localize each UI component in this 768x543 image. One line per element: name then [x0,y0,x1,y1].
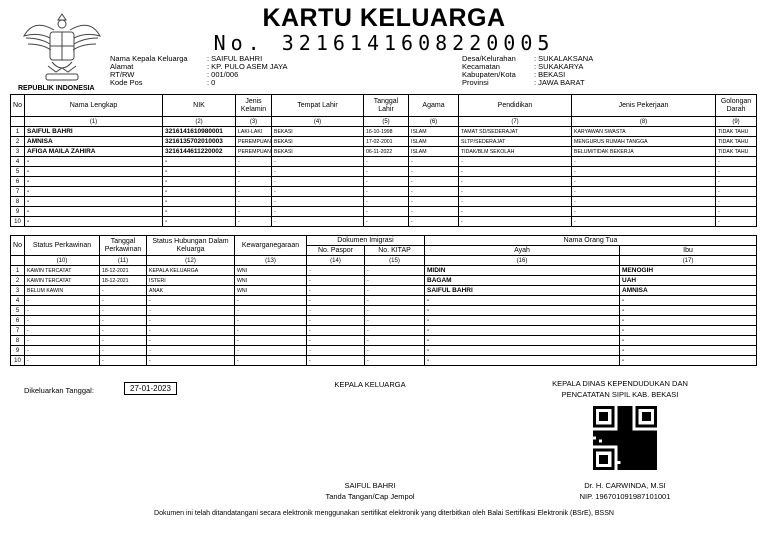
table-cell-hub: ISTERI [147,276,235,286]
table-cell-goldar: TIDAK TAHU [716,137,757,147]
table-cell-nik: 3216144611220002 [163,147,236,157]
table-cell-jk: PEREMPUAN [236,147,272,157]
table-cell-nik: - [163,207,236,217]
info-label: Kabupaten/Kota [462,70,516,79]
table-cell-nama: - [25,157,163,167]
column-header: Status Hubungan Dalam Keluarga [147,236,235,256]
table-cell-no: 2 [11,137,25,147]
column-index: (11) [100,256,147,266]
column-header: Nama Orang Tua [425,236,757,246]
table-cell-agama: - [409,197,459,207]
table-cell-pekerjaan: BELUM/TIDAK BEKERJA [572,147,716,157]
info-row [462,79,593,87]
table-cell-pendidikan: - [459,197,572,207]
table-cell-ayah: - [425,306,620,316]
table-cell-no: 7 [11,187,25,197]
table-cell-no: 10 [11,356,25,366]
column-header: Tempat Lahir [272,95,364,117]
table-cell-no: 1 [11,266,25,276]
column-header: Ibu [620,246,757,256]
table-cell-tgl: 18-12-2021 [100,276,147,286]
table-row [11,326,757,336]
table-cell-pendidikan: - [459,157,572,167]
table-cell-pendidikan: - [459,187,572,197]
issued-date-value: 27-01-2023 [124,382,177,395]
table-row [11,286,757,296]
table-cell-goldar: - [716,157,757,167]
table-cell-goldar: - [716,197,757,207]
table-cell-hub: ANAK [147,286,235,296]
table-cell-tempat: - [272,217,364,227]
dinas-signer: Dr. H. CARWINDA, M.SI [584,481,666,490]
table-cell-wn: WNI [235,266,307,276]
table-cell-no: 10 [11,217,25,227]
info-row [110,79,287,87]
table-cell-tempat: BEKASI [272,137,364,147]
dinas-title-line1: KEPALA DINAS KEPENDUDUKAN DAN [552,379,688,388]
table-cell-wn: - [235,296,307,306]
table-cell-paspor: - [307,296,365,306]
table-cell-tgl: 06-11-2022 [364,147,409,157]
dinas-title-line2: PENCATATAN SIPIL KAB. BEKASI [561,390,679,399]
table-cell-tgl: - [100,356,147,366]
table-cell-jk: - [236,197,272,207]
table-cell-agama: ISLAM [409,147,459,157]
table-row [11,157,757,167]
qr-code-icon [593,406,657,470]
table-row [11,217,757,227]
table-cell-ayah: - [425,316,620,326]
table-cell-no: 5 [11,167,25,177]
table-cell-jk: - [236,177,272,187]
table-cell-paspor: - [307,326,365,336]
table-cell-hub: - [147,356,235,366]
table-cell-tempat: - [272,157,364,167]
table-row [11,356,757,366]
column-header: Jenis Pekerjaan [572,95,716,117]
column-index: (8) [572,117,716,127]
info-value: : SUKALAKSANA [534,54,594,63]
column-header: No. Paspor [307,246,365,256]
info-label: Nama Kepala Keluarga [110,54,188,63]
emblem-caption: REPUBLIK INDONESIA [18,85,95,92]
table-header-row [11,95,757,117]
column-header: Jenis Kelamin [236,95,272,117]
table-cell-status: - [25,316,100,326]
table-cell-goldar: - [716,167,757,177]
table-cell-kitap: - [365,266,425,276]
table-cell-ibu: - [620,296,757,306]
table-cell-status: - [25,336,100,346]
column-header: Nama Lengkap [25,95,163,117]
table-cell-tgl: - [100,286,147,296]
table-cell-wn: - [235,356,307,366]
table-cell-tgl: - [100,326,147,336]
table-cell-ayah: - [425,356,620,366]
table-cell-nik: - [163,197,236,207]
table-cell-ayah: - [425,326,620,336]
table-cell-no: 7 [11,326,25,336]
table-cell-tgl: - [364,197,409,207]
table-cell-no: 2 [11,276,25,286]
info-label: Kecamatan [462,62,500,71]
table-cell-pendidikan: SLTP/SEDERAJAT [459,137,572,147]
table-cell-kitap: - [365,306,425,316]
table-cell-kitap: - [365,316,425,326]
column-index: (17) [620,256,757,266]
table-cell-nik: - [163,157,236,167]
table-cell-pendidikan: - [459,167,572,177]
table-cell-nik: 3216135702010003 [163,137,236,147]
column-index: (4) [272,117,364,127]
column-header: No [11,95,25,117]
column-header: Golongan Darah [716,95,757,117]
table-cell-paspor: - [307,316,365,326]
table-cell-nik: - [163,177,236,187]
table-cell-status: - [25,346,100,356]
table-cell-no: 1 [11,127,25,137]
info-value: : 001/006 [207,70,239,79]
table-cell-nama: - [25,207,163,217]
column-index: (16) [425,256,620,266]
column-header: Ayah [425,246,620,256]
table-cell-paspor: - [307,266,365,276]
table-row [11,296,757,306]
table-row [11,177,757,187]
kk-number: No. 3216141608220005 [213,31,555,55]
table-cell-tempat: - [272,167,364,177]
table-cell-goldar: TIDAK TAHU [716,127,757,137]
column-header: No [11,236,25,256]
table-cell-tgl: - [100,306,147,316]
column-index [11,256,25,266]
table-cell-paspor: - [307,346,365,356]
table-cell-nama: - [25,197,163,207]
table-cell-agama: ISLAM [409,137,459,147]
table-cell-no: 8 [11,336,25,346]
info-value: : 0 [207,78,216,87]
table-cell-tgl: - [364,207,409,217]
table-row [11,187,757,197]
table-cell-hub: - [147,326,235,336]
table-cell-status: - [25,356,100,366]
table-cell-agama: - [409,177,459,187]
column-index: (10) [25,256,100,266]
table-row [11,137,757,147]
table-cell-tempat: - [272,207,364,217]
column-header: Agama [409,95,459,117]
column-index-row [11,256,757,266]
table-cell-hub: - [147,336,235,346]
table-cell-tempat: BEKASI [272,127,364,137]
table-cell-pendidikan: TIDAK/BLM SEKOLAH [459,147,572,157]
table-cell-no: 9 [11,346,25,356]
info-label: Provinsi [462,78,489,87]
table-cell-jk: - [236,187,272,197]
table-cell-status: - [25,306,100,316]
info-row [110,63,287,71]
table-cell-jk: - [236,217,272,227]
table-cell-no: 4 [11,296,25,306]
table-row [11,167,757,177]
table-cell-kitap: - [365,326,425,336]
table-cell-nama: - [25,217,163,227]
table-header-row [11,236,757,246]
table-cell-nik: - [163,217,236,227]
table-cell-kitap: - [365,356,425,366]
table-cell-nama: AMNISA [25,137,163,147]
table-cell-kitap: - [365,336,425,346]
table-cell-ayah: - [425,296,620,306]
table-cell-no: 6 [11,177,25,187]
info-value: : BEKASI [534,70,566,79]
table-cell-pekerjaan: - [572,167,716,177]
table-cell-agama: - [409,157,459,167]
table-cell-tgl: - [364,187,409,197]
table-cell-paspor: - [307,286,365,296]
table-cell-goldar: - [716,187,757,197]
table-cell-ibu: UAH [620,276,757,286]
table-cell-no: 3 [11,147,25,157]
info-value: : SUKAKARYA [534,62,584,71]
table-cell-nama: AFIGA MAILA ZAHIRA [25,147,163,157]
table-cell-ibu: - [620,316,757,326]
column-header: NIK [163,95,236,117]
table-row [11,147,757,157]
table-cell-wn: - [235,316,307,326]
table-cell-tgl: 17-02-2001 [364,137,409,147]
column-index-row [11,117,757,127]
table-cell-hub: - [147,296,235,306]
table-cell-agama: - [409,207,459,217]
table-cell-pekerjaan: - [572,217,716,227]
table-cell-tgl: - [100,346,147,356]
table-cell-ayah: - [425,346,620,356]
table-cell-status: KAWIN TERCATAT [25,276,100,286]
table-cell-status: - [25,326,100,336]
table-cell-paspor: - [307,356,365,366]
table-row [11,316,757,326]
table-cell-tgl: - [364,157,409,167]
table-cell-wn: WNI [235,286,307,296]
column-index: (5) [364,117,409,127]
table-cell-pendidikan: - [459,177,572,187]
table-cell-pekerjaan: MENGURUS RUMAH TANGGA [572,137,716,147]
table-cell-tempat: - [272,187,364,197]
table-row [11,266,757,276]
table-cell-paspor: - [307,336,365,346]
table-cell-wn: - [235,326,307,336]
table-row [11,207,757,217]
info-label: RT/RW [110,70,135,79]
table-cell-no: 8 [11,197,25,207]
table-cell-kitap: - [365,286,425,296]
table-cell-tgl: - [100,336,147,346]
column-index: (12) [147,256,235,266]
table-cell-tgl: - [100,296,147,306]
family-head-info [110,55,287,87]
table-cell-tgl: - [100,316,147,326]
column-index: (2) [163,117,236,127]
table-cell-nama: - [25,177,163,187]
table-cell-pekerjaan: - [572,187,716,197]
table-cell-nik: - [163,167,236,177]
table-row [11,336,757,346]
table-cell-agama: - [409,167,459,177]
info-label: Kode Pos [110,78,143,87]
column-header: Pendidikan [459,95,572,117]
table-cell-ibu: - [620,356,757,366]
table-cell-wn: WNI [235,276,307,286]
table-row [11,197,757,207]
table-cell-pekerjaan: - [572,197,716,207]
table-cell-agama: - [409,187,459,197]
column-index: (14) [307,256,365,266]
issued-date-label: Dikeluarkan Tanggal: [24,386,94,395]
table-cell-ibu: - [620,346,757,356]
column-index: (1) [25,117,163,127]
table-cell-pekerjaan: KARYAWAN SWASTA [572,127,716,137]
family-head-signer: SAIFUL BAHRI [344,481,396,490]
family-head-sign-title: KEPALA KELUARGA [334,380,406,389]
info-value: : JAWA BARAT [534,78,585,87]
table-cell-status: - [25,296,100,306]
table-cell-wn: - [235,336,307,346]
table-cell-goldar: - [716,217,757,227]
table-cell-pendidikan: - [459,207,572,217]
e-signature-disclaimer: Dokumen ini telah ditandatangani secara elektronik menggunakan sertifikat elektronik yang diterbitkan oleh Balai Sertifikasi Elektronik (BSrE), BSSN [154,510,614,517]
info-label: Alamat [110,62,134,71]
info-value: : SAIFUL BAHRI [207,54,263,63]
table-cell-nik: - [163,187,236,197]
info-label: Desa/Kelurahan [462,54,516,63]
table-cell-no: 9 [11,207,25,217]
table-cell-nama: - [25,167,163,177]
table-cell-goldar: - [716,207,757,217]
table-row [11,127,757,137]
column-index: (6) [409,117,459,127]
table-cell-status: BELUM KAWIN [25,286,100,296]
table-cell-nama: - [25,187,163,197]
table-cell-kitap: - [365,276,425,286]
column-header: Tanggal Lahir [364,95,409,117]
table-cell-ibu: MENOGIH [620,266,757,276]
table-cell-hub: - [147,346,235,356]
table-cell-ayah: BAGAM [425,276,620,286]
column-index: (15) [365,256,425,266]
table-cell-goldar: - [716,177,757,187]
table-cell-jk: - [236,167,272,177]
table-cell-goldar: TIDAK TAHU [716,147,757,157]
table-cell-paspor: - [307,276,365,286]
table-cell-nik: 3216141610980001 [163,127,236,137]
table-cell-jk: - [236,157,272,167]
region-info [462,55,593,87]
column-index: (7) [459,117,572,127]
table-cell-nama: SAIFUL BAHRI [25,127,163,137]
table-cell-ibu: - [620,336,757,346]
civil-status-table [10,235,757,366]
column-index: (9) [716,117,757,127]
table-cell-jk: PEREMPUAN [236,137,272,147]
table-cell-tempat: - [272,197,364,207]
table-row [11,306,757,316]
table-cell-hub: - [147,306,235,316]
column-index: (13) [235,256,307,266]
table-cell-pekerjaan: - [572,157,716,167]
dinas-nip: NIP. 196701091987101001 [579,492,671,501]
table-cell-ayah: MIDIN [425,266,620,276]
table-cell-agama: - [409,217,459,227]
column-index [11,117,25,127]
table-cell-tempat: BEKASI [272,147,364,157]
table-cell-jk: - [236,207,272,217]
table-cell-no: 3 [11,286,25,296]
table-cell-no: 6 [11,316,25,326]
table-cell-tgl: 16-10-1998 [364,127,409,137]
table-cell-ibu: - [620,326,757,336]
table-cell-ayah: - [425,336,620,346]
table-cell-paspor: - [307,306,365,316]
table-cell-pendidikan: TAMAT SD/SEDERAJAT [459,127,572,137]
column-header: Kewarganegaraan [235,236,307,256]
table-cell-pekerjaan: - [572,177,716,187]
table-cell-kitap: - [365,296,425,306]
info-value: : KP. PULO ASEM JAYA [207,62,288,71]
family-members-table [10,94,757,227]
table-cell-hub: - [147,316,235,326]
table-row [11,276,757,286]
table-cell-tgl: - [364,217,409,227]
table-cell-status: KAWIN TERCATAT [25,266,100,276]
column-header: No. KITAP [365,246,425,256]
table-cell-no: 5 [11,306,25,316]
table-cell-tgl: - [364,167,409,177]
table-row [11,346,757,356]
table-cell-pendidikan: - [459,217,572,227]
table-cell-ibu: - [620,306,757,316]
table-cell-ibu: AMNISA [620,286,757,296]
table-cell-kitap: - [365,346,425,356]
table-cell-agama: ISLAM [409,127,459,137]
sign-caption: Tanda Tangan/Cap Jempol [325,492,415,501]
table-cell-jk: LAKI-LAKI [236,127,272,137]
document-title: KARTU KELUARGA [262,4,506,32]
table-cell-wn: - [235,306,307,316]
column-header: Dokumen Imigrasi [307,236,425,246]
table-cell-ayah: SAIFUL BAHRI [425,286,620,296]
table-cell-tgl: 18-12-2021 [100,266,147,276]
table-cell-no: 4 [11,157,25,167]
table-cell-tempat: - [272,177,364,187]
column-header: Tanggal Perkawinan [100,236,147,256]
table-cell-hub: KEPALA KELUARGA [147,266,235,276]
table-cell-tgl: - [364,177,409,187]
table-cell-wn: - [235,346,307,356]
column-header: Status Perkawinan [25,236,100,256]
table-cell-pekerjaan: - [572,207,716,217]
column-index: (3) [236,117,272,127]
